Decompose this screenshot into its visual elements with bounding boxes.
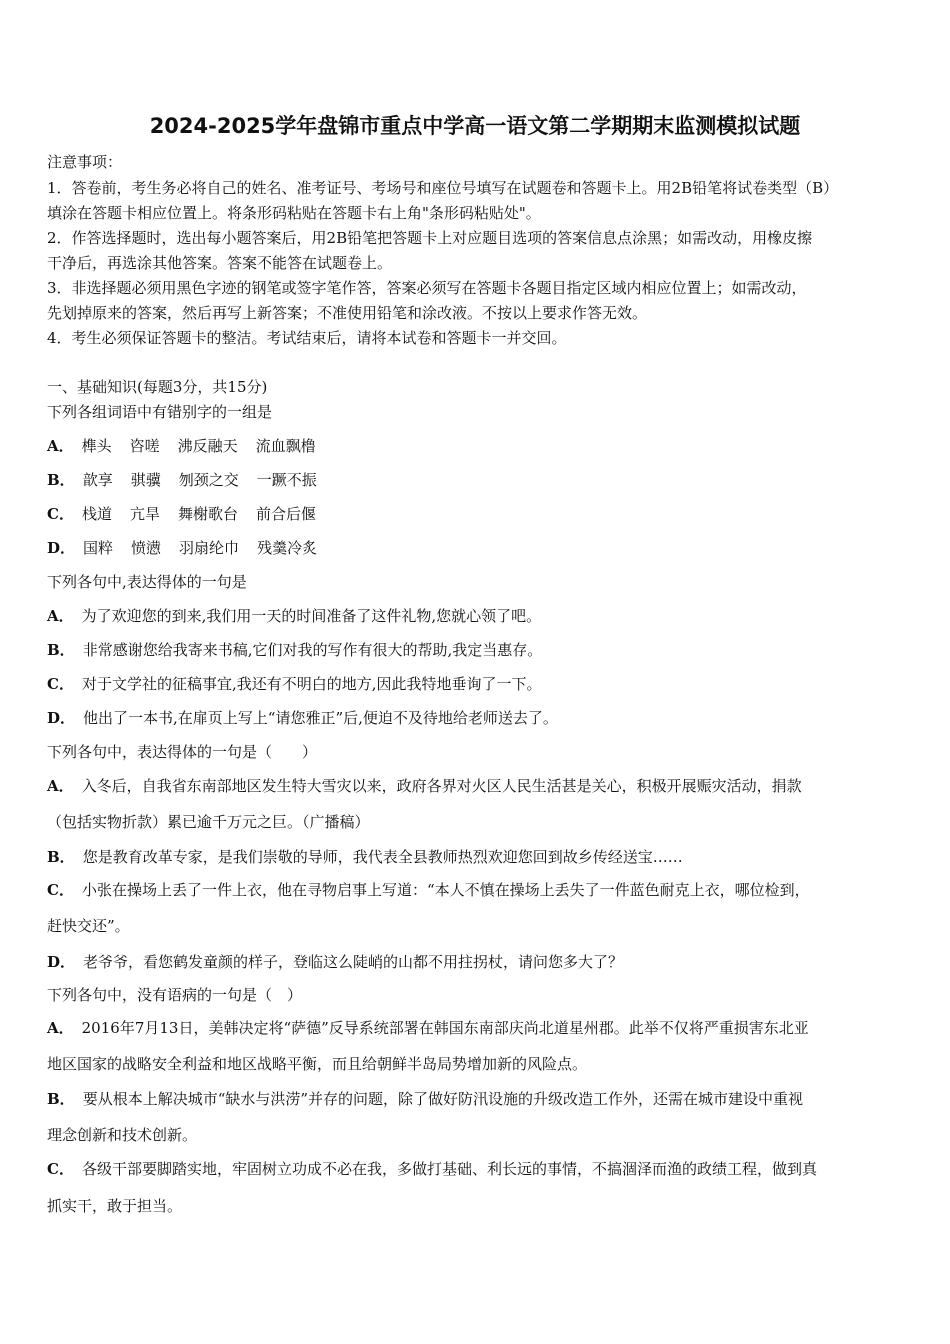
option-c: C． 对于文学社的征稿事宜,我还有不明白的地方,因此我特地垂询了一下。 [47, 675, 542, 693]
option-c: C． 栈道 亢旱 舞榭歌台 前合后偃 [47, 505, 317, 523]
section-heading: 一、基础知识(每题3分，共15分) [47, 378, 268, 396]
option-c: C． 小张在操场上丢了一件上衣，他在寻物启事上写道：“本人不慎在操场上丢失了一件蓝色耐克上衣，哪位检到， [47, 881, 810, 899]
option-a: A． 为了欢迎您的到来,我们用一天的时间准备了这件礼物,您就心领了吧。 [47, 607, 542, 625]
option-b: B． 您是教育改革专家，是我们崇敬的导师，我代表全县教师热烈欢迎您回到故乡传经送宝…… [47, 848, 683, 866]
option-a: A． 入冬后，自我省东南部地区发生特大雪灾以来，政府各界对火区人民生活甚是关心，积极开展赈灾活动，捐款 [47, 777, 802, 795]
page-title: 2024-2025学年盘锦市重点中学高一语文第二学期期末监测模拟试题 [149, 114, 801, 138]
notice-line: 2．作答选择题时，选出每小题答案后，用2B铅笔把答题卡上对应题目选项的答案信息点涂黑；如需改动，用橡皮擦 [47, 229, 813, 247]
notice-line: 4．考生必须保证答题卡的整洁。考试结束后，请将本试卷和答题卡一并交回。 [47, 329, 567, 347]
option-a-continued: 地区国家的战略安全利益和地区战略平衡，而且给朝鲜半岛局势增加新的风险点。 [47, 1055, 588, 1073]
notice-line: 先划掉原来的答案，然后再写上新答案；不准使用铅笔和涂改液。不按以上要求作答无效。 [47, 304, 648, 322]
notice-line: 填涂在答题卡相应位置上。将条形码粘贴在答题卡右上角"条形码粘贴处"。 [47, 204, 541, 222]
notice-line: 干净后，再选涂其他答案。答案不能答在试题卷上。 [47, 254, 393, 272]
notice-heading: 注意事项： [47, 153, 123, 171]
question-stem: 下列各组词语中有错别字的一组是 [47, 403, 273, 421]
option-c: C． 各级干部要脚踏实地，牢固树立功成不必在我，多做打基础、利长远的事情，不搞涸泽而渔的政绩工程，做到真 [47, 1160, 817, 1178]
option-b: B． 非常感谢您给我寄来书稿,它们对我的写作有很大的帮助,我定当惠存。 [47, 641, 543, 659]
notice-line: 3．非选择题必须用黑色字迹的钢笔或签字笔作答，答案必须写在答题卡各题目指定区域内相应位置上；如需改动， [47, 279, 807, 297]
notice-line: 1．答卷前，考生务必将自己的姓名、准考证号、考场号和座位号填写在试题卷和答题卡上。用2B铅笔将试卷类型（B） [47, 179, 839, 197]
question-stem: 下列各句中，没有语病的一句是（ ） [47, 986, 303, 1004]
option-c-continued: 赶快交还”。 [47, 917, 130, 935]
option-d: D． 老爷爷，看您鹤发童颜的样子，登临这么陡峭的山都不用拄拐杖，请问您多大了？ [47, 953, 624, 971]
option-b: B． 歆享 骐骥 刎颈之交 一蹶不振 [47, 471, 317, 489]
question-stem: 下列各句中，表达得体的一句是（ ） [47, 743, 318, 761]
option-a-continued: （包括实物折款）累已逾千万元之巨。（广播稿） [47, 813, 370, 831]
option-d: D． 国粹 愤懑 羽扇纶巾 残羹冷炙 [47, 539, 318, 557]
option-d: D． 他出了一本书,在扉页上写上“请您雅正”后,便迫不及待地给老师送去了。 [47, 709, 558, 727]
option-a: A． 2016年7月13日，美韩决定将“萨德”反导系统部署在韩国东南部庆尚北道星州郡。此举不仅将严重损害东北亚 [47, 1019, 809, 1037]
question-stem: 下列各句中,表达得体的一句是 [47, 573, 247, 591]
option-b-continued: 理念创新和技术创新。 [47, 1126, 198, 1144]
option-b: B． 要从根本上解决城市“缺水与洪涝”并存的问题，除了做好防汛设施的升级改造工作外，还需在城市建设中重视 [47, 1090, 804, 1108]
option-a: A． 榫头 咨嗟 沸反融天 流血飘橹 [47, 437, 316, 455]
option-c-continued: 抓实干，敢于担当。 [47, 1197, 183, 1215]
